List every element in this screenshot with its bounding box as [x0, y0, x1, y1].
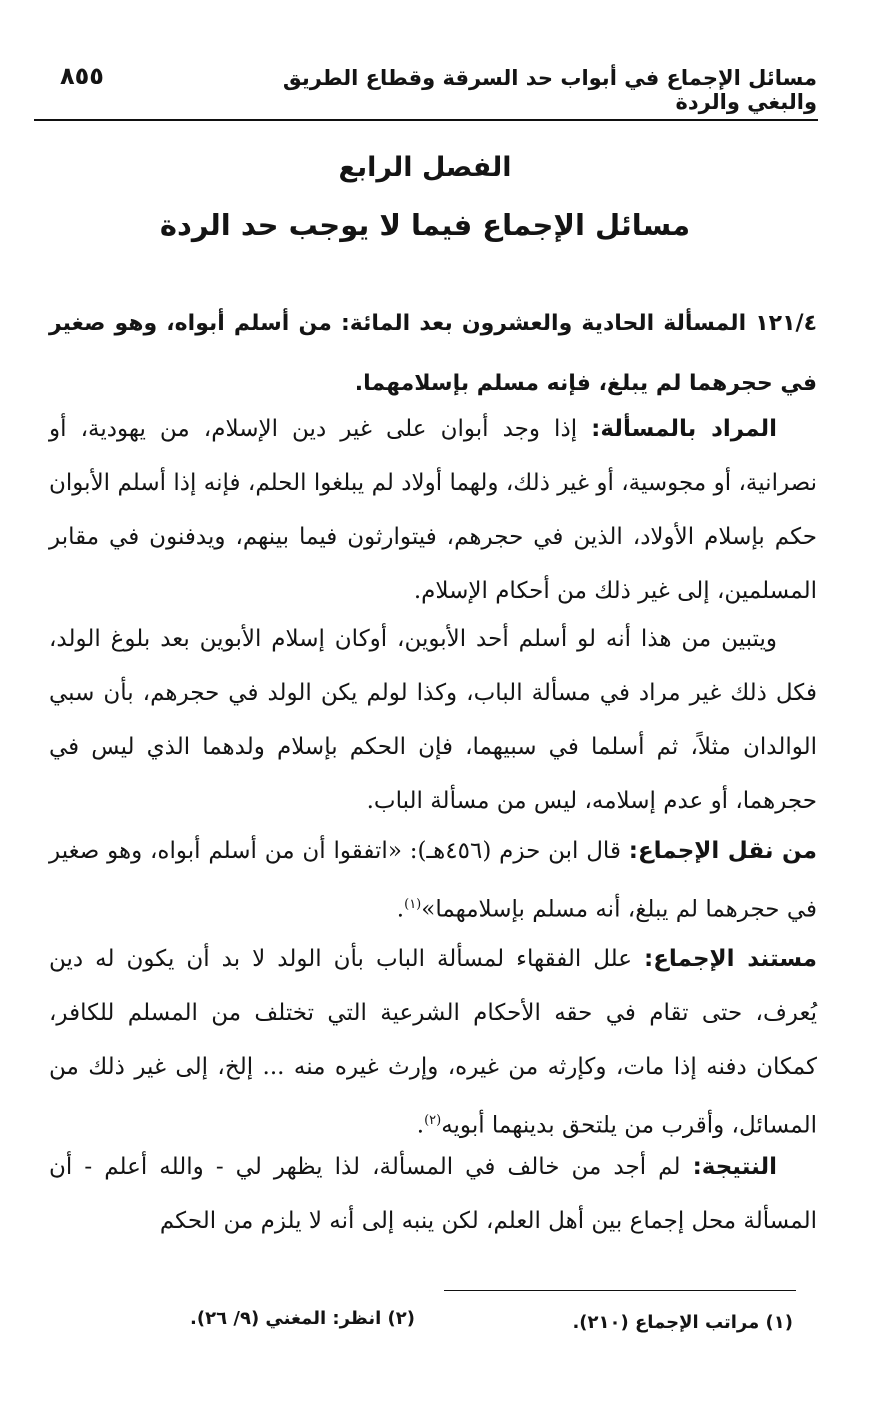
paragraph-text: لم أجد من خالف في المسألة، لذا يظهر لي - والله أعلم - أن المسألة محل إجماع بين أهل العلم، لكن ينبه إلى أنه لا يلزم من الحكم	[49, 1154, 817, 1234]
footnote-2: (٢) انظر: المغني (٩/ ٢٦).	[190, 1308, 415, 1329]
paragraph-lead: النتيجة:	[692, 1154, 777, 1180]
issue-text: المسألة الحادية والعشرون بعد المائة: من أسلم أبواه، وهو صغير في حجرهما لم يبلغ، فإنه مسلم بإسلامهما.	[49, 311, 817, 396]
header-divider	[34, 119, 818, 121]
paragraph-end: .	[416, 1112, 425, 1139]
footnote-divider	[444, 1290, 796, 1291]
paragraph-text: إذا وجد أبوان على غير دين الإسلام، من يهودية، أو نصرانية، أو مجوسية، أو غير ذلك، ولهما أولاد لم يبلغوا الحلم، فإنه إذا أسلم الأبوان حكم بإسلام الأولاد، الذين في حجرهم، فيتوارثون فيما بينهم، ويدفنون في مقابر المسلمين، إلى غير ذلك من أحكام الإسلام.	[49, 416, 817, 604]
chapter-subtitle: مسائل الإجماع فيما لا يوجب حد الردة	[159, 208, 691, 242]
running-header-title: مسائل الإجماع في أبواب حد السرقة وقطاع الطريق والبغي والردة	[282, 66, 817, 114]
footnote-ref[interactable]: (١)	[404, 897, 422, 912]
paragraph-end: .	[396, 896, 405, 923]
paragraph-consensus-basis	[49, 932, 817, 1153]
paragraph-clarification	[49, 612, 817, 828]
issue-number: ١٢١/٤	[755, 311, 817, 336]
page-number: ٨٥٥	[60, 62, 104, 90]
issue-statement	[49, 294, 817, 414]
paragraph-lead: مستند الإجماع:	[644, 946, 817, 972]
paragraph-text: ويتبين من هذا أنه لو أسلم أحد الأبوين، أوكان إسلام الأبوين بعد بلوغ الولد، فكل ذلك غير مراد في مسألة الباب، وكذا لولم يكن الولد في حجرهم، بأن سبي الوالدان مثلاً، ثم أسلما في سبيهما، فإن الحكم بإسلام ولدهما الذي ليس في حجرهما، أو عدم إسلامه، ليس من مسألة الباب.	[49, 626, 817, 814]
paragraph-lead: المراد بالمسألة:	[591, 416, 778, 442]
footnote-1: (١) مراتب الإجماع (٢١٠).	[572, 1312, 793, 1333]
paragraph-consensus-source	[49, 824, 817, 937]
footnote-ref[interactable]: (٢)	[424, 1113, 442, 1128]
paragraph-result	[49, 1140, 817, 1248]
paragraph-meaning	[49, 402, 817, 618]
paragraph-text: علل الفقهاء لمسألة الباب بأن الولد لا بد أن يكون له دين يُعرف، حتى تقام في حقه الأحكام الشرعية التي تختلف من المسلم للكافر، كمكان دفنه إذا مات، وكإرثه من غيره، وإرث غيره منه ... إلخ، إلى غير ذلك من المسائل، وأقرب من يلتحق بدينهما أبويه	[49, 946, 817, 1139]
paragraph-text: قال ابن حزم (٤٥٦هـ): «اتفقوا أن من أسلم أبواه، وهو صغير في حجرهما لم يبلغ، أنه مسلم بإسلامهما»	[49, 838, 817, 923]
paragraph-lead: من نقل الإجماع:	[628, 838, 817, 864]
chapter-heading: الفصل الرابع	[338, 152, 512, 183]
